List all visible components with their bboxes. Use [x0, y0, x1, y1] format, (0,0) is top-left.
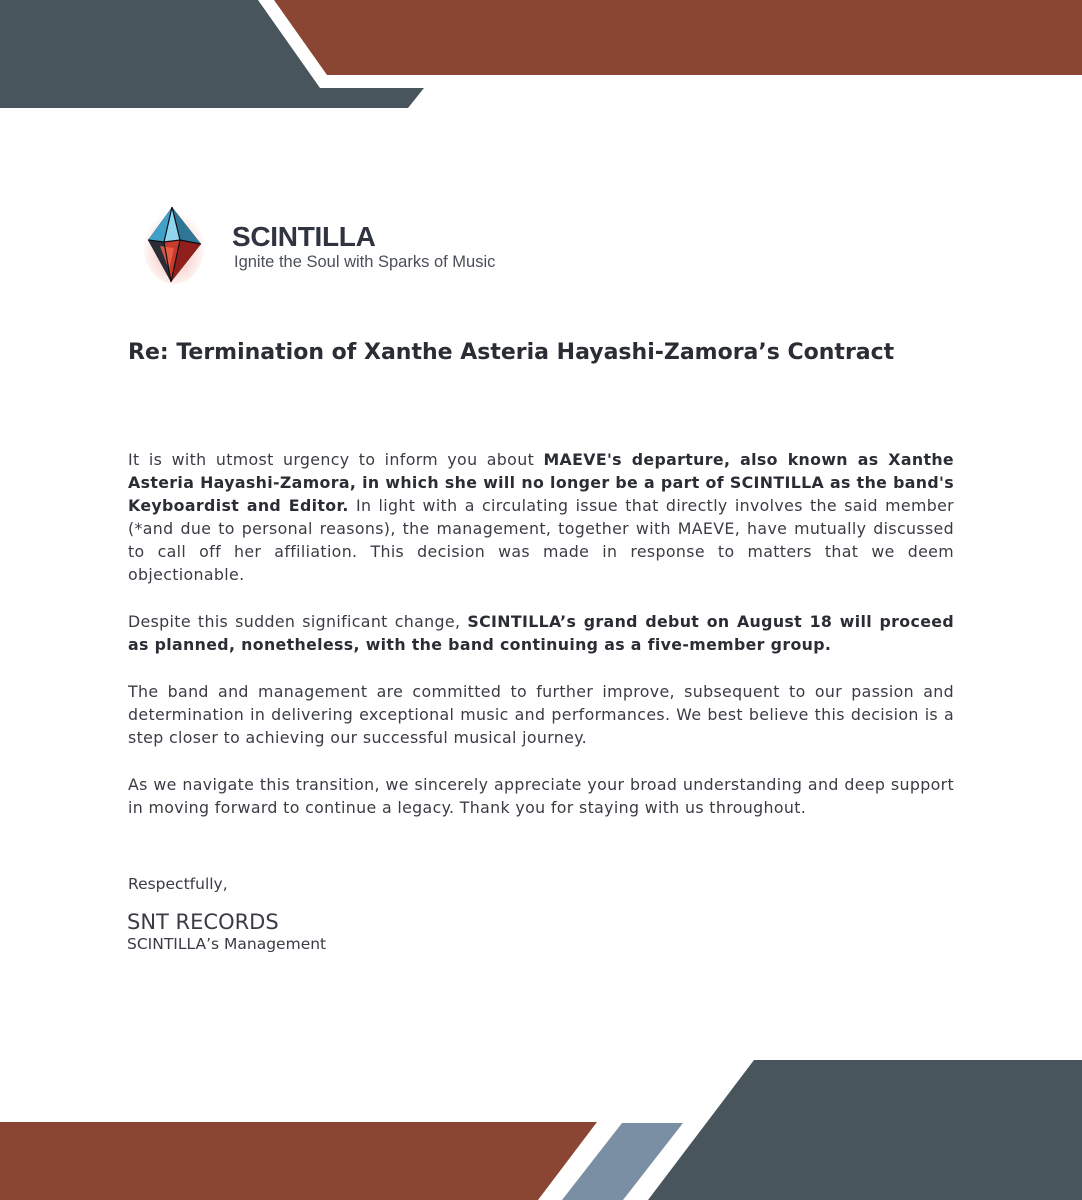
header-slate-band: [0, 0, 424, 108]
paragraph-emphasis: MAEVE's departure, also known as Xanthe Asteria Hayashi-Zamora, in which she will no longer be a part of SCINTILLA as the band's Keyboardist and Editor.: [128, 450, 954, 515]
paragraph-emphasis: SCINTILLA’s grand debut on August 18 will proceed as planned, nonetheless, with the band continuing as a five-member group.: [128, 612, 954, 654]
signer-name: SNT RECORDS: [127, 910, 279, 934]
signer-role: SCINTILLA’s Management: [127, 935, 327, 953]
paragraph-appreciation: As we navigate this transition, we sincerely appreciate your broad understanding and deep support in moving forward to continue a legacy. Thank you for staying with us throughout.: [128, 775, 954, 817]
paragraph-departure: [128, 448, 954, 586]
footer-light-slate-band: [562, 1123, 683, 1200]
footer-rust-band: [0, 1122, 597, 1200]
closing-line: Respectfully,: [128, 875, 228, 893]
crystal-gem-icon: [144, 204, 208, 286]
paragraph-text: Despite this sudden significant change,: [128, 612, 468, 631]
paragraph-text: In light with a circulating issue that directly involves the said member (*and due to personal reasons), the management, together with MAEVE, have mutually discussed to call off her affiliation. This decision was made in response to matters that we deem objectionable.: [128, 496, 955, 584]
paragraph-debut: [128, 610, 954, 656]
letter-body: [128, 448, 954, 843]
brand-tagline: Ignite the Soul with Sparks of Music: [234, 253, 496, 271]
paragraph-commitment: The band and management are committed to further improve, subsequent to our passion and determination in delivering exceptional music and performances. We best believe this decision is a step closer to achieving our successful musical journey.: [128, 682, 954, 747]
footer-slate-band: [648, 1060, 1082, 1200]
brand-name: SCINTILLA: [232, 221, 376, 252]
letter-subject: Re: Termination of Xanthe Asteria Hayashi-Zamora’s Contract: [128, 340, 895, 365]
paragraph-text: It is with utmost urgency to inform you about: [128, 450, 544, 469]
header-rust-band: [274, 0, 1082, 75]
